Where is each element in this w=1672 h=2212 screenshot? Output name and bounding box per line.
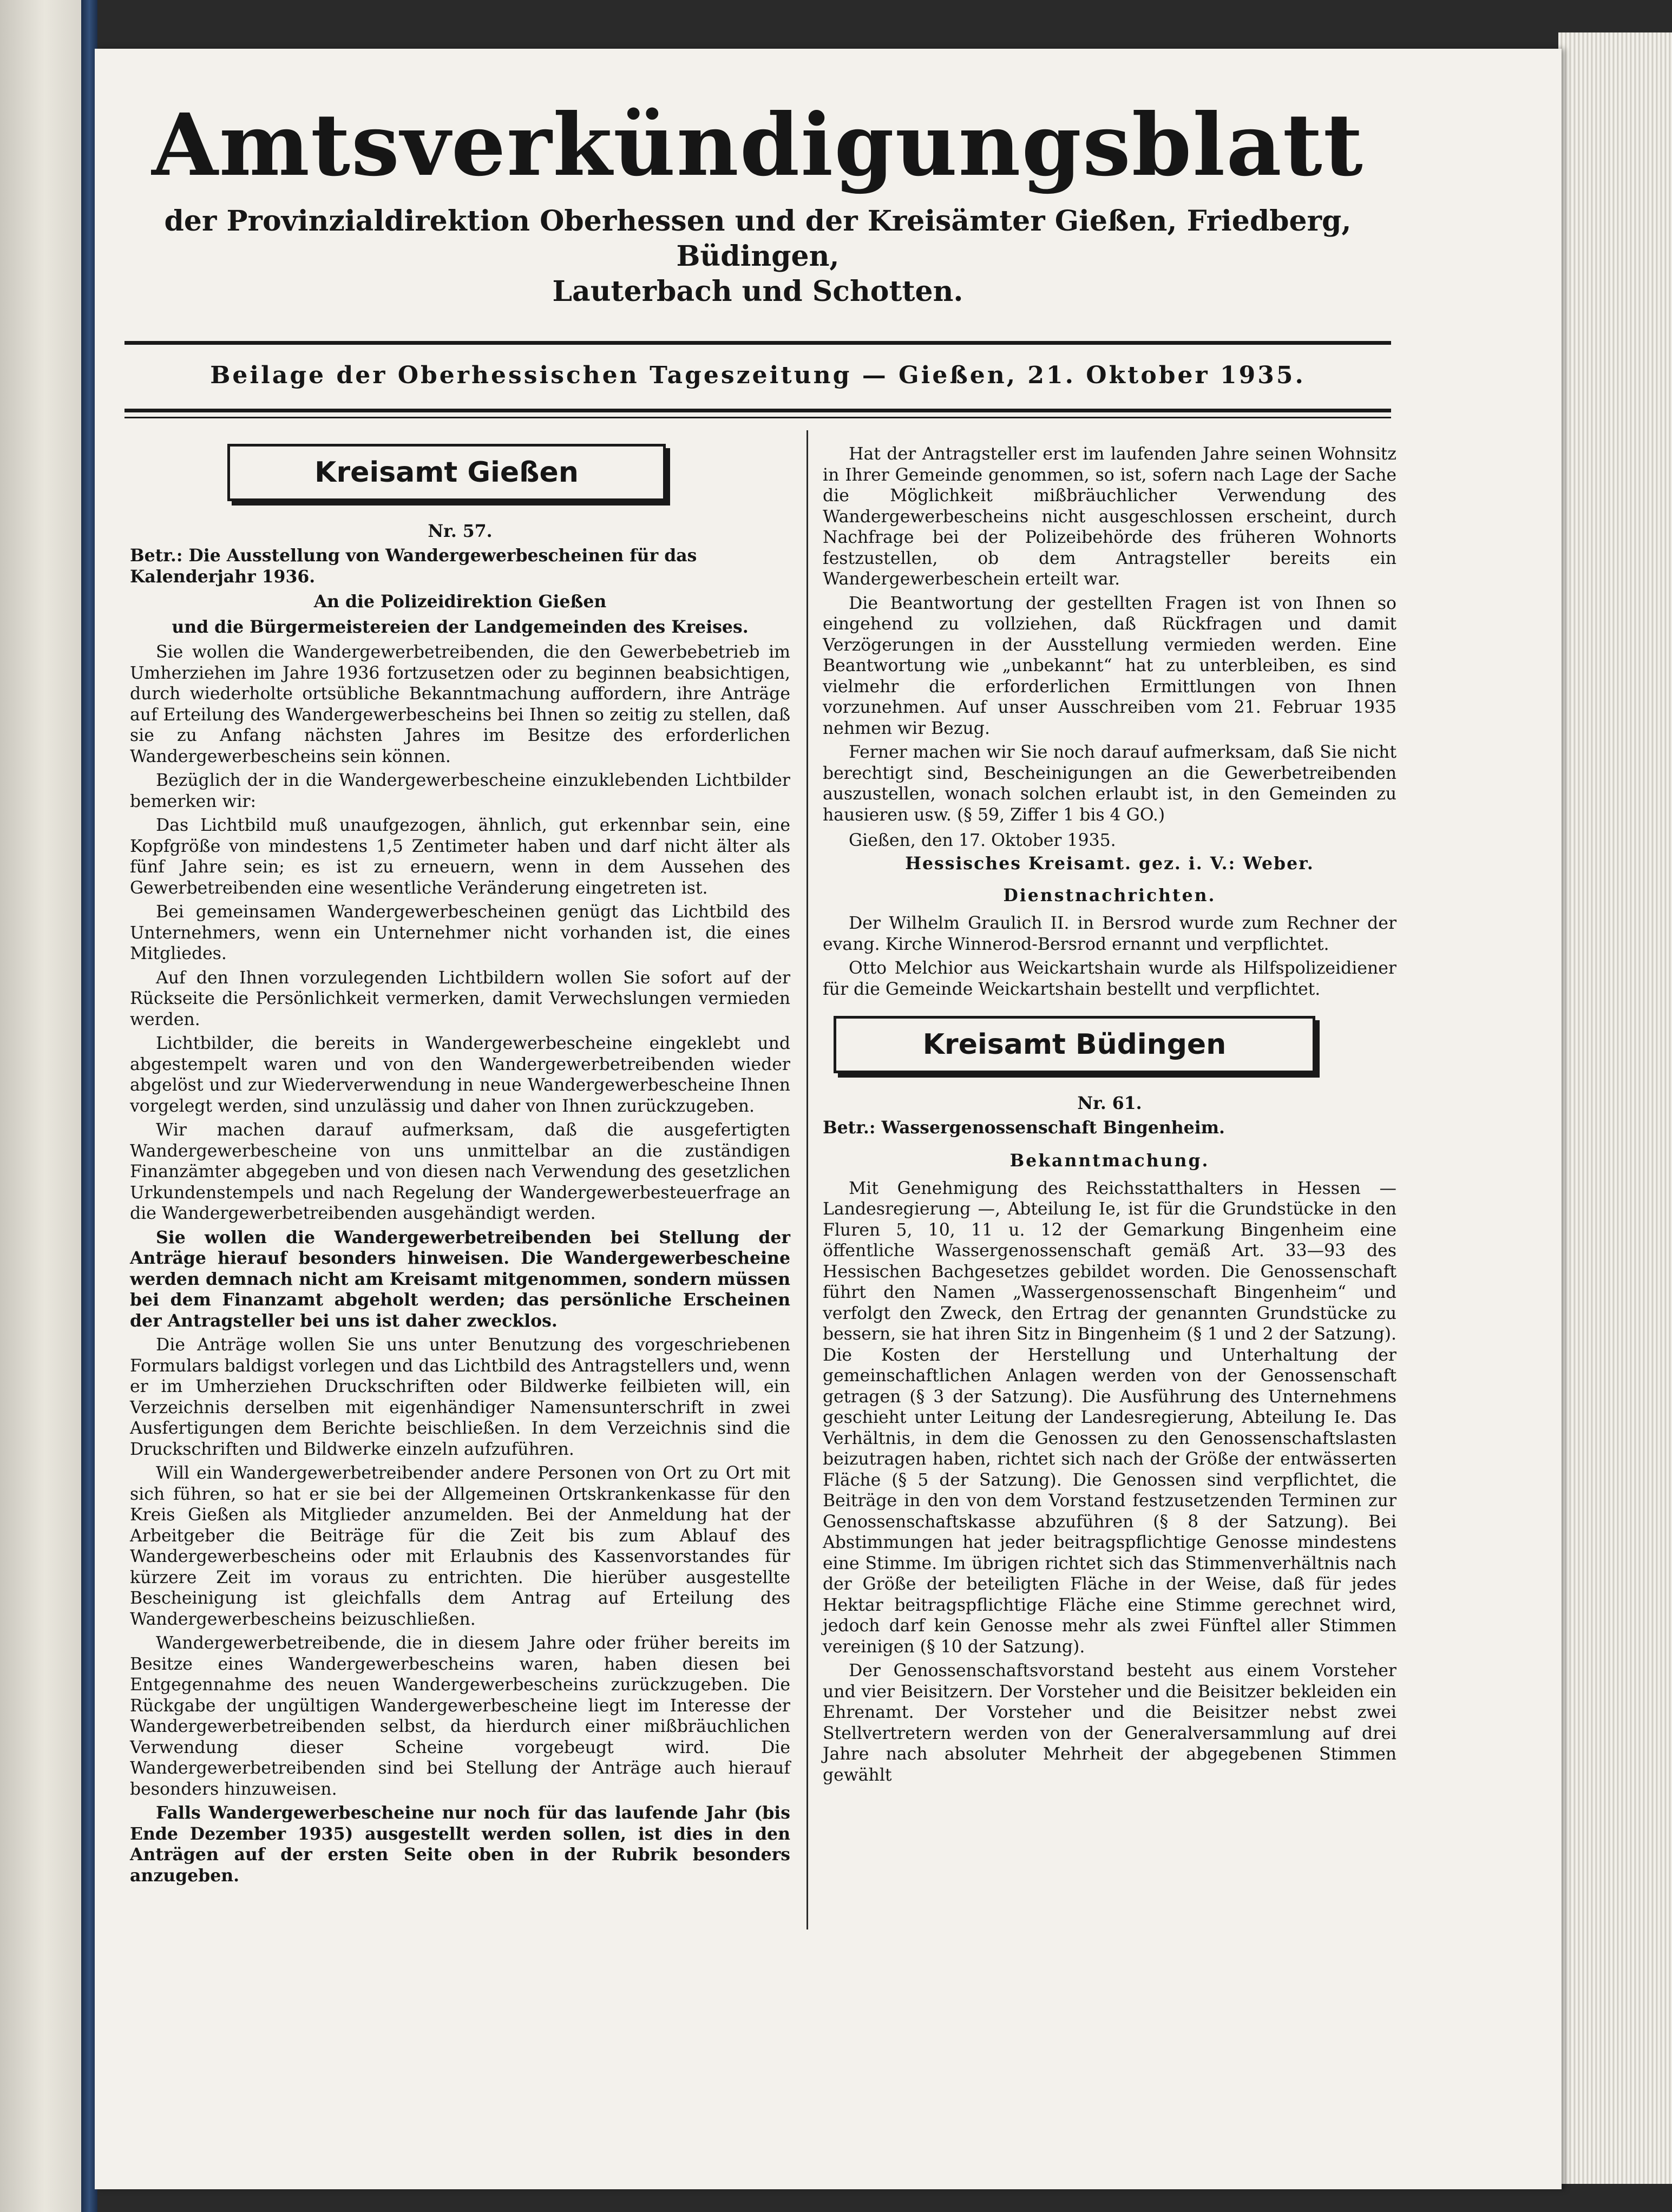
adjacent-page-sliver xyxy=(0,0,81,2212)
notice-subject xyxy=(130,546,790,587)
paragraph: Wandergewerbetreibende, die in diesem Jahre oder früher bereits im Besitze eines Wandergewerbescheins waren, haben diesen bei Entgegennahme des neuen Wandergewerbescheins zurückzugeben. Die Rückgabe der ungültigen Wandergewerbescheine liegt im Interesse der Wandergewerbetreibenden selbst, da hierdurch einer mißbräuchlichen Verwendung dieser Scheine vorgebeugt wird. Die Wandergewerbetreibenden sind bei Stellung der Anträge auch hierauf besonders hinzuweisen. xyxy=(130,1633,790,1799)
masthead-title: Amtsverkündigungsblatt xyxy=(152,95,1364,195)
paragraph-emphasis: Falls Wandergewerbescheine nur noch für das laufende Jahr (bis Ende Dezember 1935) ausgestellt werden sollen, ist dies in den Anträgen auf der ersten Seite oben in der Rubrik besonders anzugeben. xyxy=(130,1803,790,1886)
supplement-line: Beilage der Oberhessischen Tageszeitung — Gießen, 21. Oktober 1935. xyxy=(210,362,1306,389)
masthead xyxy=(108,95,1407,309)
masthead-rule-top xyxy=(124,341,1391,345)
paragraph: Die Beantwortung der gestellten Fragen ist von Ihnen so eingehend zu vollziehen, daß Rückfragen und damit Verzögerungen in der Ausstellung vermieden werden. Eine Beantwortung wie „unbekannt“ hat zu unterbleiben, es sind vielmehr die erforderlichen Ermittlungen von Ihnen vorzunehmen. Auf unser Ausschreiben vom 21. Februar 1935 nehmen wir Bezug. xyxy=(823,593,1396,738)
paragraph: Will ein Wandergewerbetreibender andere Personen von Ort zu Ort mit sich führen, so hat er sie bei der Allgemeinen Ortskrankenkasse für den Kreis Gießen als Mitglieder anzumelden. Bei der Anmeldung hat der Arbeitgeber die Beiträge für die Zeit bis zum Ablauf des Wandergewerbescheins oder mit Erlaubnis des Kassenvorstandes für kürzere Zeit im voraus zu entrichten. Die hierüber ausgestellte Bescheinigung ist gleichfalls dem Antrag auf Erteilung des Wandergewerbescheins beizuschließen. xyxy=(130,1463,790,1629)
paragraph: Otto Melchior aus Weickartshain wurde als Hilfspolizeidiener für die Gemeinde Weickartshain bestellt und verpflichtet. xyxy=(823,959,1396,999)
paragraph-emphasis: Sie wollen die Wandergewerbetreibenden bei Stellung der Anträge hierauf besonders hinweisen. Die Wandergewerbescheine werden demnach nicht am Kreisamt mitgenommen, sondern müssen bei dem Finanzamt abgeholt werden; das persönliche Erscheinen der Antragsteller bei uns ist daher zwecklos. xyxy=(130,1227,790,1331)
paragraph: Wir machen darauf aufmerksam, daß die ausgefertigten Wandergewerbescheine von uns unmittelbar an die zuständigen Finanzämter abgegeben und von diesen nach Verwendung des gesetzlichen Urkundenstempels und nach Regelung der Wandergewerbesteuerfrage an die Wandergewerbetreibenden ausgehändigt werden. xyxy=(130,1120,790,1223)
subject-label: Betr.: xyxy=(823,1118,876,1138)
masthead-rule-bottom-thin xyxy=(124,417,1391,418)
paragraph: Die Anträge wollen Sie uns unter Benutzung des vorgeschriebenen Formulars baldigst vorlegen und das Lichtbild des Antragstellers und, wenn er im Umherziehen Druckschriften oder Bildwerke feilbieten will, ein Verzeichnis derselben mit eigenhändiger Namensunterschrift in zwei Ausfertigungen dem Berichte beischließen. In dem Verzeichnis sind die Druckschriften und Bildwerke einzeln aufzuführen. xyxy=(130,1335,790,1459)
heading-dienstnachrichten: Dienstnachrichten. xyxy=(1003,885,1216,905)
column-divider xyxy=(807,430,808,1929)
notice-number: Nr. 61. xyxy=(1077,1093,1142,1113)
subject-label: Betr.: xyxy=(130,546,183,566)
dateline: Gießen, den 17. Oktober 1935. xyxy=(849,831,1116,850)
signature: Hessisches Kreisamt. gez. i. V.: Weber. xyxy=(905,854,1314,874)
section-header-giessen: Kreisamt Gießen xyxy=(227,444,666,501)
addressee-1: An die Polizeidirektion Gießen xyxy=(313,592,607,612)
subject-text: Wassergenossenschaft Bingenheim. xyxy=(881,1118,1225,1138)
paragraph: Der Wilhelm Graulich II. in Bersrod wurde zum Rechner der evang. Kirche Winnerod-Bersrod ernannt und verpflichtet. xyxy=(823,914,1396,954)
page-stack-edge xyxy=(1558,32,1672,2184)
masthead-rule-bottom xyxy=(124,409,1391,412)
paragraph: Hat der Antragsteller erst im laufenden Jahre seinen Wohnsitz in Ihrer Gemeinde genommen, so ist, sofern nach Lage der Sache die Möglichkeit mißbräuchlicher Verwendung des Wandergewerbescheins nicht ausgeschlossen erscheint, durch Nachfrage bei der Polizeibehörde des früheren Wohnorts festzustellen, ob dem Antragsteller bereits ein Wandergewerbeschein erteilt war. xyxy=(823,444,1396,589)
paragraph: Mit Genehmigung des Reichsstatthalters in Hessen — Landesregierung —, Abteilung Ie, ist für die Grundstücke in den Fluren 5, 10, 11 u. 12 der Gemarkung Bingenheim eine öffentliche Wassergenossenschaft gemäß Art. 33—93 des Hessischen Bachgesetzes gebildet worden. Die Genossenschaft führt den Namen „Wassergenossenschaft Bingenheim“ und verfolgt den Zweck, den Ertrag der genannten Grundstücke zu bessern, sie hat ihren Sitz in Bingenheim (§ 1 und 2 der Satzung). Die Kosten der Herstellung und Unterhaltung der gemeinschaftlichen Anlagen werden von der Genossenschaft getragen (§ 3 der Satzung). Die Ausführung des Unternehmens geschieht unter Leitung der Landesregierung, Abteilung Ie. Das Verhältnis, in dem die Genossen zu den Genossenschaftslasten beizutragen haben, richtet sich nach der Größe der entwässerten Fläche (§ 5 der Satzung). Die Genossen sind verpflichtet, die Beiträge in den von dem Vorstand festzusetzenden Terminen zur Genossenschaftskasse abzuführen (§ 8 der Satzung). Bei Abstimmungen hat jeder beitragspflichtige Genosse mindestens eine Stimme. Im übrigen richtet sich das Stimmenverhältnis nach der Größe der beteiligten Fläche in der Weise, daß für jedes Hektar beitragspflichtige Fläche eine Stimme gerechnet wird, jedoch darf kein Genosse mehr als zwei Fünftel aller Stimmen vereinigen (§ 10 der Satzung). xyxy=(823,1178,1396,1657)
paragraph: Der Genossenschaftsvorstand besteht aus einem Vorsteher und vier Beisitzern. Der Vorsteher und die Beisitzer bekleiden ein Ehrenamt. Der Vorsteher und die Beisitzer nebst zwei Stellvertretern werden von der Generalversammlung auf drei Jahre nach absoluter Mehrheit der abgegebenen Stimmen gewählt xyxy=(823,1661,1396,1785)
paragraph: Das Lichtbild muß unaufgezogen, ähnlich, gut erkennbar sein, eine Kopfgröße von mindestens 1,5 Zentimeter haben und darf nicht älter als fünf Jahre sein; es ist zu erneuern, wenn in dem Aussehen des Gewerbetreibenden eine wesentliche Veränderung eingetreten ist. xyxy=(130,816,790,898)
right-column xyxy=(823,444,1396,1789)
paragraph: Lichtbilder, die bereits in Wandergewerbescheine eingeklebt und abgestempelt waren und von den Wandergewerbetreibenden wieder abgelöst und zur Wiederverwendung in neue Wandergewerbescheine Ihnen vorgelegt werden, sind unzulässig und daher von Ihnen zurückzugeben. xyxy=(130,1034,790,1116)
heading-bekanntmachung: Bekanntmachung. xyxy=(1009,1150,1210,1171)
addressee-2: und die Bürgermeistereien der Landgemeinden des Kreises. xyxy=(172,616,749,637)
left-column xyxy=(130,444,790,1889)
paragraph: Sie wollen die Wandergewerbetreibenden, die den Gewerbebetrieb im Umherziehen im Jahre 1936 fortzusetzen oder zu beginnen beabsichtigen, durch wiederholte ortsübliche Bekanntmachung auffordern, ihre Anträge auf Erteilung des Wandergewerbescheins bei Ihnen so zeitig zu stellen, daß sie zu Anfang nächsten Jahres im Besitze des erforderlichen Wandergewerbescheins sein können. xyxy=(130,642,790,766)
paragraph: Bezüglich der in die Wandergewerbescheine einzuklebenden Lichtbilder bemerken wir: xyxy=(130,771,790,811)
masthead-subtitle-2: Lauterbach und Schotten. xyxy=(552,275,963,308)
paragraph: Bei gemeinsamen Wandergewerbescheinen genügt das Lichtbild des Unternehmers, wenn ein Unternehmer nicht vorhanden ist, die eines Mitgliedes. xyxy=(130,902,790,963)
masthead-subtitle-1: der Provinzialdirektion Oberhessen und der Kreisämter Gießen, Friedberg, Büdingen, xyxy=(164,205,1352,273)
notice-subject xyxy=(823,1118,1396,1139)
paragraph: Auf den Ihnen vorzulegenden Lichtbildern wollen Sie sofort auf der Rückseite die Persönlichkeit vermerken, damit Verwechslungen vermieden werden. xyxy=(130,968,790,1029)
subject-text: Die Ausstellung von Wandergewerbescheinen für das Kalenderjahr 1936. xyxy=(130,546,697,587)
paragraph: Ferner machen wir Sie noch darauf aufmerksam, daß Sie nicht berechtigt sind, Bescheinigungen an die Gewerbetreibenden auszustellen, wonach solchen erlaubt ist, in den Gemeinden zu hausieren usw. (§ 59, Ziffer 1 bis 4 GO.) xyxy=(823,743,1396,825)
notice-number: Nr. 57. xyxy=(428,521,493,541)
section-header-buedingen: Kreisamt Büdingen xyxy=(834,1016,1315,1073)
